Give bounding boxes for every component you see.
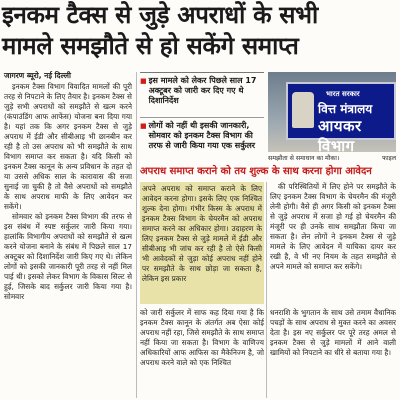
paragraph: की परिस्थितियों में लिए होने पर समझौते के लिए इनकम टैक्स विभाग के चेयरमैन की मंजूरी लेनी होगी। वैसे ही अगर किसी को इनकम टैक्स से जुड़े अपराध में सजा हो गई हो चेयरमैन की मंजूरी पर ही उनके साथ समझौता किया जा सकता है। लेन लोगों ने इनकम टैक्स से जुड़े मामले के लिए आवेदन में याचिका दायर कर रखी है, वे भी नए नियम के तहत समझौते से अपने मामले को समाप्त कर सकेंगे।: [270, 182, 396, 271]
highlighted-paragraph: अपने अपराध को समाप्त कराने के लिए आवेदन करना होगा। इसके लिए एक निश्चित शुल्क देना होगा। गंभीर किस्म के अपराध में इनकम टैक्स विभाग के चेयरमैन को अपराध समाप्त करने का अधिकार होगा। उदाहरण के लिए इनकम टैक्स से जुड़े मामले में ईडी और सीबीआइ भी जांच कर रही है तो ऐसे किसी भी आवेदकों से जुड़ा कोई अपराध नहीं होने पर समझौते के साथ छोड़ा जा सकता है, लेकिन इस प्रकार: [140, 182, 264, 304]
paragraph: सोमवार को इनकम टैक्स विभाग की तरफ से इस संबंध में स्पष्ट सर्कुलर जारी किया गया। हालांकि विभागीय अपराधों को समझौते से खत्म करने योजना बनाने के संबंध में पिछले साल 17 अक्टूबर को दिशानिर्देश जारी किए गए थे। लेकिन लोगों को इसकी जानकारी पूरी तरह से नहीं मिल पाई थी। इसको लेकर विभाग के विकास सिल्ट से हुई, जिसके बाद सर्कुलर जारी किया गया है। सोमवार: [4, 212, 132, 301]
highlight-text-1: इस मामले को लेकर पिछले साल 17 अक्टूबर को जारी कर दिए गए थे दिशानिर्देश: [148, 76, 257, 105]
paragraph: धनराशि के भुगतान के साथ उसे तमाम वैधानिक पचड़ों के साथ अपराध से मुक्त करने का अवसर देता है। इस नए सर्कुलर पर पूरे तरह अमल से इनकम टैक्स से जुड़े मामलों में आने वाली खामियों को निपटाने का धीरे से बताया गया है।: [270, 308, 396, 357]
photo-caption: [268, 153, 396, 162]
highlight-text-2: लोगों को नहीं थी इसकी जानकारी, सोमवार को इनकम टैक्स विभाग की तरफ से जारी किया गया एक सर्कुलर: [148, 121, 256, 150]
caption-credit: फाइल: [382, 155, 396, 162]
column-divider: [136, 72, 137, 398]
article-column-3-bottom: [270, 308, 396, 398]
sign-text-2: वित्त मंत्रालय: [318, 102, 373, 116]
ministry-sign-board: [286, 82, 396, 152]
sign-text-1: भारत सरकार: [326, 90, 360, 98]
column-divider: [266, 182, 267, 398]
paragraph: को जारी सर्कुलर में साफ कह दिया गया है कि इनकम टैक्स कानून के अंतर्गत अब ऐसा कोई अपराध नहीं रहा, जिसे समझौते के साथ समाप्त नहीं किया जा सकता है। विभाग के वाणिज्य अधिकारियों आफ आफिस का मैकेनिज्म है, जो अपराध करने वाले को एक निश्चित: [140, 308, 264, 367]
national-emblem-icon: [292, 92, 314, 128]
headline-line-1: इनकम टैक्स से जुड़े अपराधों के सभी: [2, 1, 318, 29]
headline-line-2: मामले समझौते से हो सकेंगे समाप्त: [2, 32, 299, 60]
sign-text-3: आयकर विभाग: [318, 117, 362, 152]
sub-headline: अपराध समाप्त कराने को तय शुल्क के साथ करना होगा आवेदन: [140, 166, 372, 177]
caption-text: समझौता से समाधान का मौका।: [268, 155, 340, 162]
bullet-icon: ■: [140, 77, 147, 85]
highlight-bullet: [140, 121, 264, 151]
headline: [2, 0, 398, 62]
bullet-icon: ■: [140, 122, 147, 130]
article-column-2-bottom: [140, 308, 264, 398]
byline: जागरण ब्यूरो, नई दिल्ली: [4, 71, 71, 80]
file-photo: [268, 72, 396, 152]
article-column-1: [4, 82, 132, 398]
bullet-divider: [140, 117, 264, 118]
highlight-bullet: [140, 76, 264, 106]
article-column-3: [270, 182, 396, 304]
paragraph: इनकम टैक्स विभाग विवादित मामलों की पूरी तरह से निपटाने के लिए तैयार है। इनकम टैक्स से जुड़े सभी अपराधों को समझौते से खत्म करने (कंपाउंडिंग आफ आफेंस) योजना बना दिया गया है। यहां तक कि अगर इनकम टैक्स से जुड़े अपराध में ईडी और सीबीआइ भी छानबीन कर रही है तो उस अपराध को भी समझौते के साथ विभाग समाप्त कर सकता है। यदि किसी को इनकम टैक्स कानून के अन्य प्रविधान के तहत दो या उससे अधिक साल के कारावास की सजा सुनाई जा चुकी है तो वैसे अपराधों को समझौते के साथ अपराध माफी के लिए आवेदन कर सकेंगे।: [4, 82, 132, 211]
